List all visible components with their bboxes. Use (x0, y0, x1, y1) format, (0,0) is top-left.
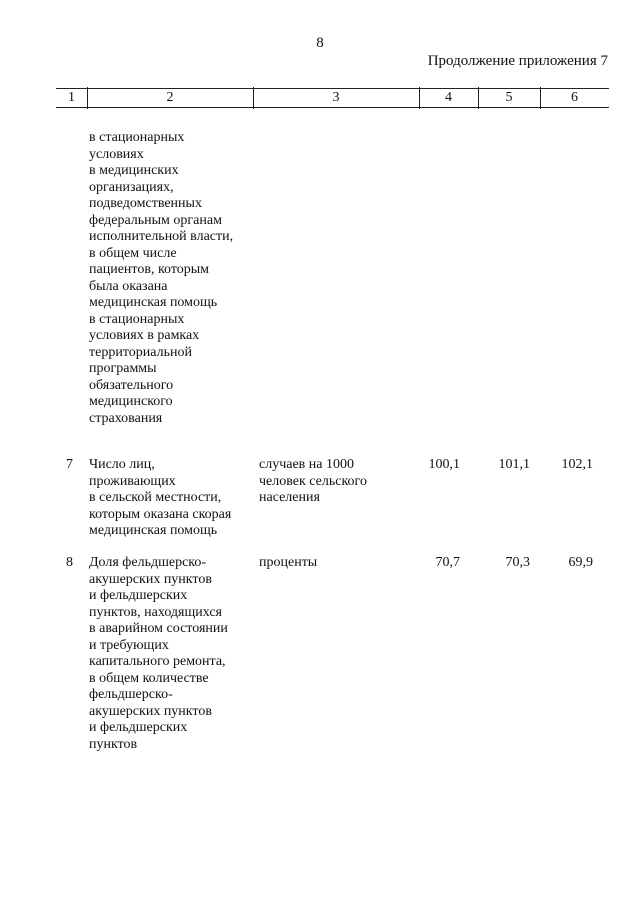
header-col-5: 5 (505, 90, 513, 105)
row-value-col6: 102,1 (561, 457, 593, 472)
row-name-text: Доля фельдшерско- акушерских пунктов и фельдшерских пунктов, находящихся в аварийном состоянии и требующих капитального ремонта, в общем количестве фельдшерско- акушерских пунктов и фельдшерских пунктов (89, 555, 228, 752)
row-name-text: Число лиц, проживающих в сельской местности, которым оказана скорая медицинская помощь (89, 457, 232, 538)
header-col-4: 4 (445, 90, 452, 105)
row-name-text: в стационарных условиях в медицинских организациях, подведомственных федеральным органам исполнительной власти, в общем числе пациентов, которым была оказана медицинская помощь в стационарных условиях в рамках территориальной программы обязательного медицинского страхования (89, 130, 234, 426)
row-unit-text: проценты (259, 555, 318, 570)
row-number: 8 (66, 555, 73, 570)
row-value-col5: 70,3 (505, 555, 530, 570)
header-col-1: 1 (68, 90, 75, 105)
page-number: 8 (316, 35, 324, 51)
row-unit-text: случаев на 1000 человек сельского населения (259, 457, 367, 505)
row-value-col4: 100,1 (428, 457, 460, 472)
table-header (56, 88, 609, 108)
row-value-col5: 101,1 (498, 457, 530, 472)
row-number: 7 (66, 457, 73, 472)
row-value-col6: 69,9 (568, 555, 593, 570)
header-col-2: 2 (166, 90, 174, 105)
row-value-col4: 70,7 (435, 555, 460, 570)
header-col-6: 6 (571, 90, 578, 105)
header-col-3: 3 (332, 90, 340, 105)
continuation-label: Продолжение приложения 7 (427, 53, 608, 69)
